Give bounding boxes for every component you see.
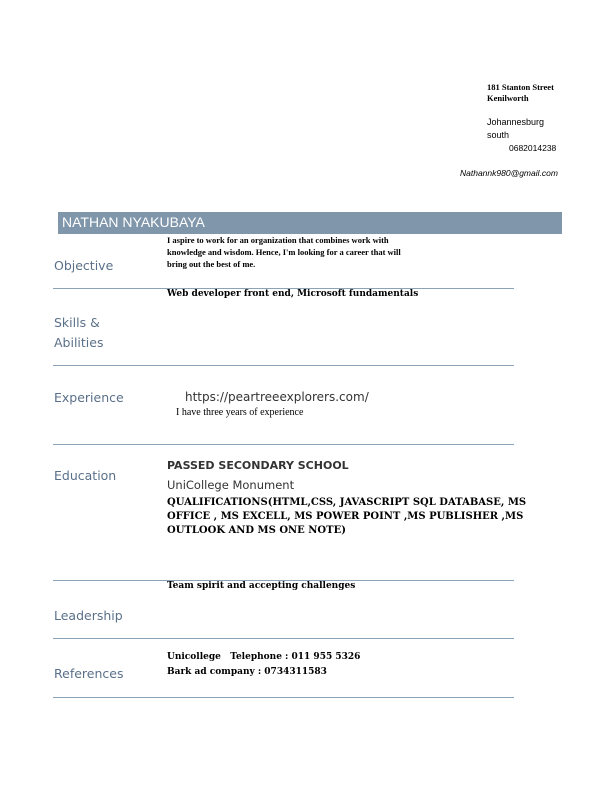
skills-text: Web developer front end, Microsoft fundamentals [167, 289, 419, 299]
divider [53, 444, 514, 445]
contact-email[interactable]: Nathannk980@gmail.com [460, 168, 558, 178]
contact-region: south [487, 130, 510, 140]
objective-text [167, 234, 401, 270]
education-qualifications [167, 496, 526, 538]
section-label-education: Education [54, 468, 117, 483]
divider [53, 697, 514, 698]
leadership-text: Team spirit and accepting challenges [167, 581, 356, 591]
objective-line: bring out the best of me. [167, 259, 256, 269]
section-label-objective: Objective [54, 258, 114, 273]
qualification-line: OFFICE , MS EXCELL, MS POWER POINT ,MS PUBLISHER ,MS [167, 511, 524, 522]
section-label-abilities: Abilities [54, 335, 104, 350]
qualification-line: OUTLOOK AND MS ONE NOTE) [167, 525, 346, 536]
section-label-references: References [54, 666, 124, 681]
section-label-experience: Experience [54, 390, 124, 405]
reference-line: Bark ad company : 0734311583 [167, 667, 327, 677]
section-label-leadership: Leadership [54, 608, 123, 623]
experience-url[interactable]: https://peartreeexplorers.com/ [185, 390, 369, 404]
education-school: PASSED SECONDARY SCHOOL [167, 459, 349, 472]
contact-suburb: Kenilworth [487, 93, 529, 103]
objective-line: knowledge and wisdom. Hence, I'm looking for a career that will [167, 247, 401, 257]
objective-line: I aspire to work for an organization that combines work with [167, 235, 389, 245]
contact-city: Johannesburg [487, 117, 545, 127]
contact-phone: 0682014238 [509, 143, 557, 153]
contact-street: 181 Stanton Street [487, 82, 554, 92]
experience-text: I have three years of experience [176, 407, 304, 418]
references-text [167, 650, 360, 680]
section-label-skills: Skills & [54, 315, 100, 330]
divider [53, 638, 514, 639]
reference-line: Unicollege Telephone : 011 955 5326 [167, 652, 361, 662]
applicant-name: NATHAN NYAKUBAYA [62, 214, 205, 230]
qualification-line: QUALIFICATIONS(HTML,CSS, JAVASCRIPT SQL DATABASE, MS [167, 497, 527, 508]
divider [53, 365, 514, 366]
education-college: UniCollege Monument [167, 478, 295, 492]
